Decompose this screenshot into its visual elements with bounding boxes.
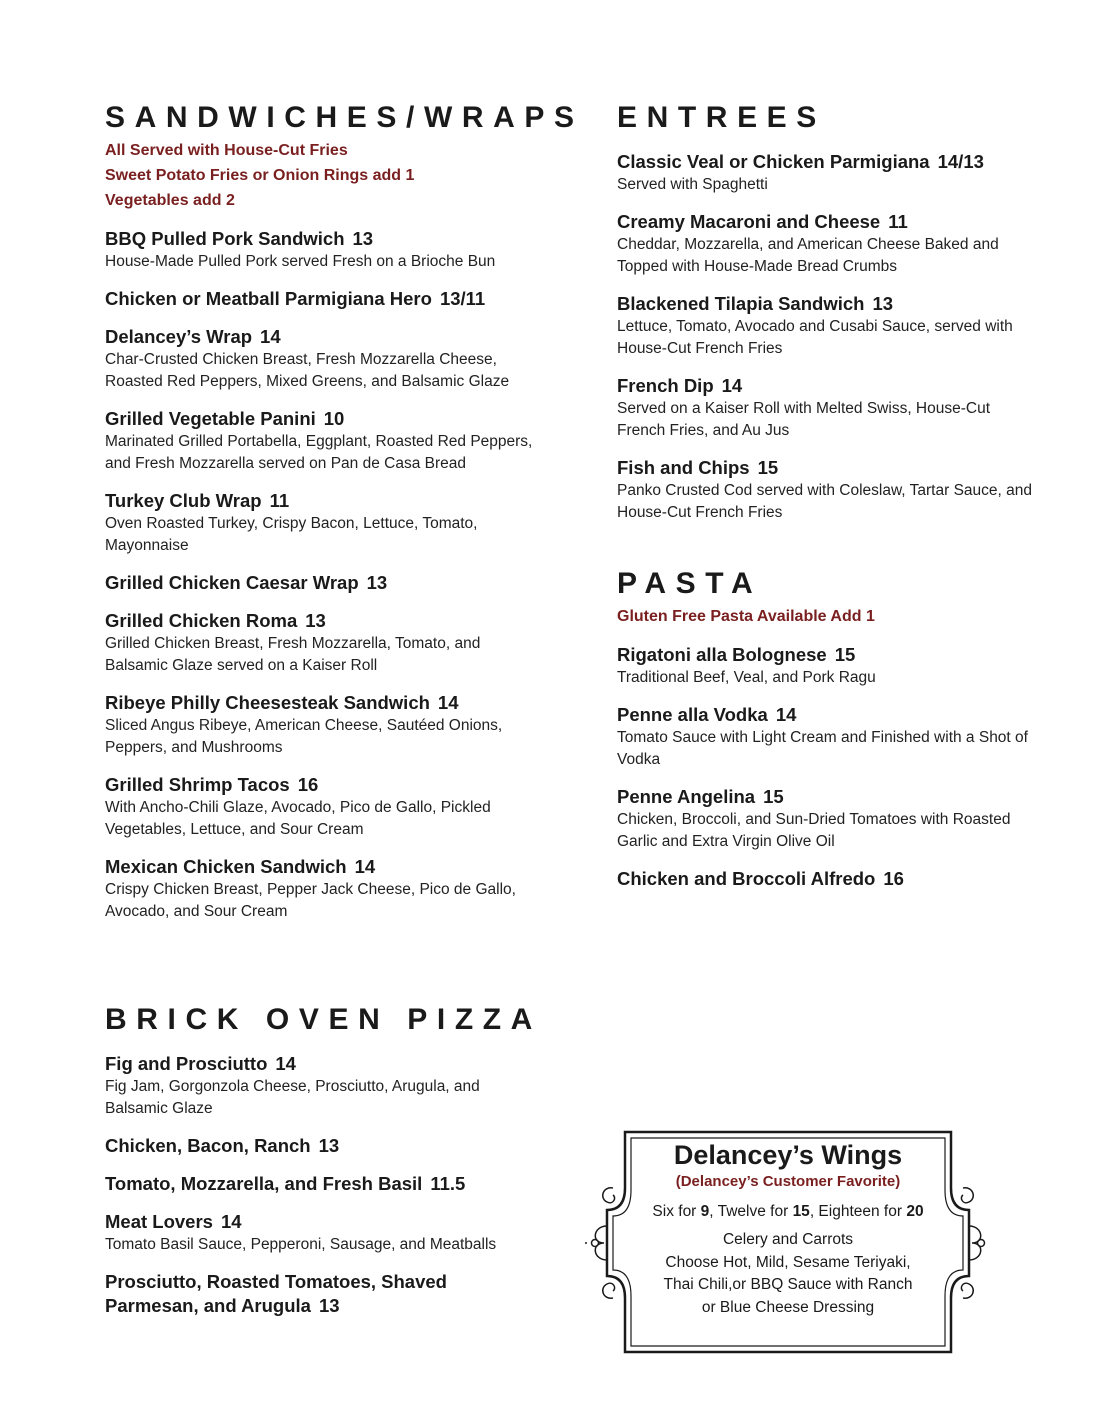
menu-item-description: Oven Roasted Turkey, Crispy Bacon, Lettuce, Tomato, Mayonnaise [105,515,478,554]
menu-item [105,609,545,677]
menu-item-name: Classic Veal or Chicken Parmigiana [617,151,930,172]
wings-line: or Blue Cheese Dressing [701,1298,875,1316]
menu-item-description: With Ancho-Chili Glaze, Avocado, Pico de Gallo, Pickled Vegetables, Lettuce, and Sour Cream [105,799,491,838]
menu-item-name: Ribeye Philly Cheesesteak Sandwich [105,692,430,713]
menu-item-price: 13 [318,1135,340,1156]
wings-pricing [625,1201,951,1223]
menu-item [105,1172,545,1196]
right-column [617,100,1037,891]
menu-item-price: 16 [297,774,319,795]
menu-item-description: Cheddar, Mozzarella, and American Cheese Baked and Topped with House-Made Bread Crumbs [617,236,999,275]
menu-item-price: 10 [323,408,345,429]
menu-item-name: Fig and Prosciutto [105,1053,268,1074]
menu-item [105,325,545,393]
entrees-section [617,100,1037,524]
menu-item-name: Prosciutto, Roasted Tomatoes, Shaved Parmesan, and Arugula [105,1271,447,1316]
menu-item [105,489,545,557]
menu-item-price: 15 [763,786,784,807]
menu-item-description: Sliced Angus Ribeye, American Cheese, Sautéed Onions, Peppers, and Mushrooms [105,717,503,756]
menu-item-description: Lettuce, Tomato, Avocado and Cusabi Sauce, served with House-Cut French Fries [617,318,1013,357]
menu-item-title [105,1172,545,1196]
menu-item-title [617,785,1037,809]
menu-item-title [105,489,545,513]
menu-item-name: Rigatoni alla Bolognese [617,644,827,665]
menu-item-title [105,407,545,431]
wings-line: Celery and Carrots [722,1231,854,1248]
menu-item-name: Chicken, Bacon, Ranch [105,1135,311,1156]
wings-six-label: Six for [652,1203,701,1220]
menu-item-description: Fig Jam, Gorgonzola Cheese, Prosciutto, Arugula, and Balsamic Glaze [105,1078,480,1117]
menu-item-title [105,1134,545,1158]
menu-item-title [105,691,545,715]
menu-item-description: Crispy Chicken Breast, Pepper Jack Cheese, Pico de Gallo, Avocado, and Sour Cream [105,881,516,920]
menu-item-description: Tomato Sauce with Light Cream and Finished with a Shot of Vodka [617,729,1028,768]
entrees-items [617,150,1037,524]
menu-item [617,210,1037,278]
menu-item-price: 13 [352,228,374,249]
menu-item-name: Penne Angelina [617,786,756,807]
menu-item-title [617,703,1037,727]
menu-item-title [617,374,1037,398]
menu-item-title [105,571,545,595]
menu-item-title [105,1052,545,1076]
section-title-sandwiches: SANDWICHES/WRAPS [105,101,584,134]
wings-eighteen-label: , Eighteen for [809,1203,907,1220]
menu-item-title [617,867,1037,891]
menu-item [617,867,1037,891]
menu-item [105,571,545,595]
menu-item-price: 14 [721,375,743,396]
wings-content [625,1138,951,1319]
menu-item [617,150,1037,196]
menu-item-price: 11.5 [430,1173,466,1194]
menu-item [617,374,1037,442]
menu-item-name: Tomato, Mozzarella, and Fresh Basil [105,1173,423,1194]
menu-item-name: Grilled Vegetable Panini [105,408,316,429]
pasta-note: Gluten Free Pasta Available Add 1 [617,608,875,625]
menu-item-name: Delancey’s Wrap [105,326,253,347]
menu-item-title [617,210,1037,234]
wings-box [585,1126,991,1358]
menu-item [105,773,545,841]
wings-six-price: 9 [700,1203,710,1220]
menu-item-name: Mexican Chicken Sandwich [105,856,347,877]
menu-item-title [105,227,545,251]
menu-item-price: 14 [220,1211,242,1232]
menu-item [617,703,1037,771]
sandwiches-items [105,227,545,923]
menu-item-price: 13 [366,572,388,593]
pizza-items [105,1052,545,1318]
menu-item-name: Turkey Club Wrap [105,490,262,511]
menu-item-price: 14 [437,692,459,713]
sandwiches-note: All Served with House-Cut Fries [105,142,348,159]
menu-item-price: 14 [275,1053,296,1074]
menu-item [105,691,545,759]
menu-item-description: Served with Spaghetti [617,176,768,193]
menu-item-name: Chicken or Meatball Parmigiana Hero [105,288,432,309]
menu-item [617,292,1037,360]
menu-item-name: BBQ Pulled Pork Sandwich [105,228,345,249]
menu-item-name: Meat Lovers [105,1211,213,1232]
menu-item-name: French Dip [617,375,714,396]
menu-item-title [105,1270,545,1318]
menu-item-description: Chicken, Broccoli, and Sun-Dried Tomatoes with Roasted Garlic and Extra Virgin Olive Oil [617,811,1011,850]
menu-item-title [105,287,545,311]
menu-item-price: 13 [318,1295,340,1316]
menu-item-price: 15 [757,457,779,478]
menu-item-description: House-Made Pulled Pork served Fresh on a Brioche Bun [105,253,496,270]
menu-item-price: 11 [269,490,290,511]
menu-item-price: 15 [834,644,856,665]
menu-item-title [617,292,1037,316]
menu-item-name: Blackened Tilapia Sandwich [617,293,865,314]
menu-item-title [105,609,545,633]
menu-item-name: Grilled Chicken Roma [105,610,298,631]
menu-item-description: Char-Crusted Chicken Breast, Fresh Mozzarella Cheese, Roasted Red Peppers, Mixed Greens, and Balsamic Glaze [105,351,510,390]
menu-item-description: Served on a Kaiser Roll with Melted Swiss, House-Cut French Fries, and Au Jus [617,400,991,439]
menu-item [617,643,1037,689]
menu-item [105,1052,545,1120]
menu-item [105,855,545,923]
menu-item-description: Marinated Grilled Portabella, Eggplant, Roasted Red Peppers, and Fresh Mozzarella served on Pan de Casa Bread [105,433,533,472]
menu-item-price: 13/11 [439,288,486,309]
menu-item-price: 14 [260,326,281,347]
wings-twelve-price: 15 [792,1203,810,1220]
menu-item-price: 16 [883,868,904,889]
menu-item-name: Creamy Macaroni and Cheese [617,211,881,232]
menu-item-price: 14 [354,856,376,877]
wings-line: Thai Chili,or BBQ Sauce with Ranch [663,1276,913,1293]
wings-eighteen-price: 20 [906,1203,924,1220]
menu-item [617,785,1037,853]
wings-title: Delancey’s Wings [673,1140,903,1170]
menu-item-title [105,773,545,797]
menu-item-price: 14 [775,704,797,725]
sandwiches-note: Sweet Potato Fries or Onion Rings add 1 [105,167,415,184]
menu-item [105,287,545,311]
wings-subtitle: (Delancey’s Customer Favorite) [675,1173,901,1190]
menu-item-title [105,1210,545,1234]
pasta-section [617,566,1037,891]
pasta-items [617,643,1037,891]
section-title-entrees: ENTREES [617,101,826,134]
menu-item [105,1270,545,1318]
menu-item-description: Traditional Beef, Veal, and Pork Ragu [617,669,876,686]
sandwiches-notes [105,138,545,213]
menu-item-title [617,150,1037,174]
menu-item [617,456,1037,524]
wings-line: Choose Hot, Mild, Sesame Teriyaki, [665,1253,911,1271]
menu-item-description: Grilled Chicken Breast, Fresh Mozzarella, Tomato, and Balsamic Glaze served on a Kaiser Roll [105,635,481,674]
sandwiches-note: Vegetables add 2 [105,192,235,209]
menu-item-title [617,456,1037,480]
menu-item-name: Grilled Shrimp Tacos [105,774,290,795]
menu-item-price: 13 [872,293,894,314]
menu-item [105,407,545,475]
menu-item-title [105,855,545,879]
menu-item [105,1134,545,1158]
wings-lines [625,1229,951,1319]
wings-twelve-label: , Twelve for [709,1203,793,1220]
menu-item [105,227,545,273]
menu-item-price: 13 [305,610,326,631]
sandwiches-section [105,100,584,923]
menu-item-description: Panko Crusted Cod served with Coleslaw, Tartar Sauce, and House-Cut French Fries [617,482,1032,521]
section-title-pizza: BRICK OVEN PIZZA [105,1003,542,1036]
menu-item [105,1210,545,1256]
menu-item-name: Fish and Chips [617,457,750,478]
pizza-section [105,1002,545,1318]
pasta-notes [617,604,1037,629]
menu-item-name: Chicken and Broccoli Alfredo [617,868,876,889]
section-title-pasta: PASTA [617,567,763,600]
menu-item-price: 11 [888,211,908,232]
menu-item-name: Penne alla Vodka [617,704,768,725]
menu-item-description: Tomato Basil Sauce, Pepperoni, Sausage, and Meatballs [105,1236,497,1253]
menu-item-title [617,643,1037,667]
menu-item-price: 14/13 [937,151,984,172]
menu-item-title [105,325,545,349]
menu-item-name: Grilled Chicken Caesar Wrap [105,572,359,593]
